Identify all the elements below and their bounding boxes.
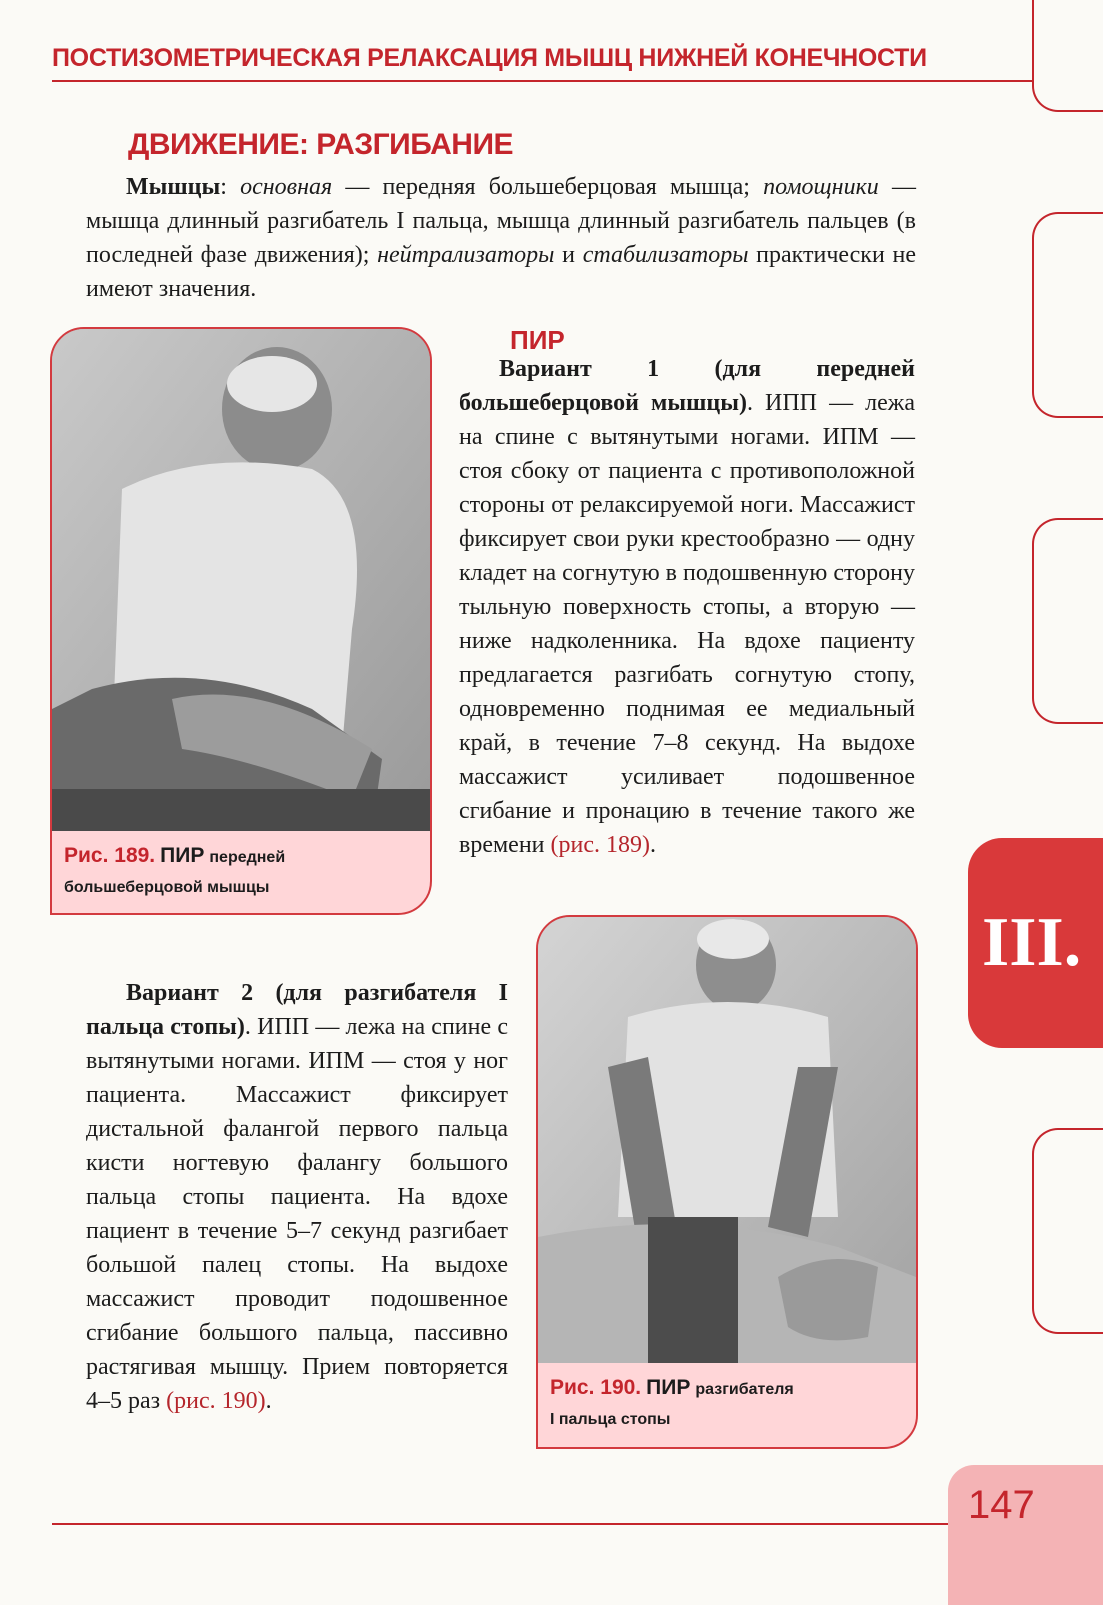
figure-189-photo bbox=[52, 329, 430, 831]
variant1-paragraph bbox=[459, 352, 915, 862]
figure-190-lead: ПИР bbox=[646, 1376, 691, 1399]
figure-190 bbox=[536, 915, 918, 1449]
figure-190-number: Рис. 190. bbox=[550, 1376, 642, 1399]
figure-190-rest-2: I пальца стопы bbox=[550, 1411, 671, 1428]
edge-tab-1 bbox=[1032, 0, 1103, 112]
intro-paragraph bbox=[86, 170, 916, 306]
variant2-text: . ИПП — лежа на спине с вытянутыми ногами. ИПМ — стоя у ног пациента. Массажист фиксирует дистальной фалангой первого пальца кисти ногтевую фалангу большого пальца стопы пациента. На вдохе пациент в течение 5–7 секунд разгибает большой палец стопы. На выдохе массажист проводит подошвенное сгибание большого пальца, пассивно растягивая мышцу. Прием повторяется 4–5 раз bbox=[86, 1014, 508, 1414]
variant1-title: Вариант 1 (для передней большеберцовой мышцы) bbox=[459, 356, 915, 416]
main-text: — передняя большеберцовая мышца; bbox=[332, 174, 764, 200]
muscles-label: Мышцы bbox=[126, 174, 221, 200]
colon: : bbox=[220, 174, 241, 200]
term-neutralizers: нейтрализаторы bbox=[377, 242, 555, 268]
figure-189 bbox=[50, 327, 432, 915]
figure-189-reference[interactable]: (рис. 189) bbox=[550, 832, 650, 858]
term-main: основная bbox=[240, 174, 333, 200]
chapter-label: III. bbox=[982, 904, 1082, 981]
term-helpers: помощники bbox=[763, 174, 879, 200]
figure-189-caption bbox=[64, 841, 285, 903]
intro-tail: практически не имеют значения. bbox=[86, 242, 917, 302]
footer-rule bbox=[52, 1523, 952, 1525]
variant2-paragraph bbox=[86, 976, 508, 1418]
figure-189-number: Рис. 189. bbox=[64, 844, 156, 867]
figure-189-rest-1: передней bbox=[209, 849, 286, 866]
term-stabilizers: стабилизаторы bbox=[582, 242, 749, 268]
figure-190-rest-1: разгибателя bbox=[695, 1381, 794, 1398]
figure-189-rest-2: большеберцовой мышцы bbox=[64, 879, 270, 896]
edge-tab-3 bbox=[1032, 518, 1103, 724]
variant2-end: . bbox=[265, 1388, 272, 1414]
section-heading: ДВИЖЕНИЕ: РАЗГИБАНИЕ bbox=[128, 128, 514, 161]
pir-heading: ПИР bbox=[510, 325, 565, 355]
figure-189-lead: ПИР bbox=[160, 844, 205, 867]
variant2-title: Вариант 2 (для разгибателя I пальца стопы) bbox=[86, 980, 508, 1040]
figure-190-reference[interactable]: (рис. 190) bbox=[166, 1388, 266, 1414]
figure-190-photo bbox=[538, 917, 916, 1363]
variant1-end: . bbox=[650, 832, 656, 858]
helpers-text: — мышца длинный разгибатель I пальца, мышца длинный разгибатель пальцев (в последней фазе движения); bbox=[86, 174, 917, 268]
edge-tab-2 bbox=[1032, 212, 1103, 418]
figure-190-caption bbox=[550, 1373, 794, 1435]
header-rule bbox=[52, 80, 1032, 82]
and-text: и bbox=[554, 242, 583, 268]
variant1-text: . ИПП — лежа на спине с вытянутыми ногами. ИПМ — стоя сбоку от пациента с противоположной стороны от релаксируемой ноги. Массажист фиксирует свои руки крестообразно — одну кладет на согнутую в подошвенную сторону тыльную поверхность стопы, а вторую — ниже надколенника. На вдохе пациенту предлагается разгибать согнутую стопу, одновременно поднимая ее медиальный край, в течение 7–8 секунд. На выдохе массажист усиливает подошвенное сгибание и пронацию в течение такого же времени bbox=[459, 390, 915, 858]
running-header: ПОСТИЗОМЕТРИЧЕСКАЯ РЕЛАКСАЦИЯ МЫШЦ НИЖНЕЙ КОНЕЧНОСТИ bbox=[52, 44, 927, 72]
edge-tab-4 bbox=[1032, 1128, 1103, 1334]
page-number: 147 bbox=[968, 1483, 1035, 1527]
